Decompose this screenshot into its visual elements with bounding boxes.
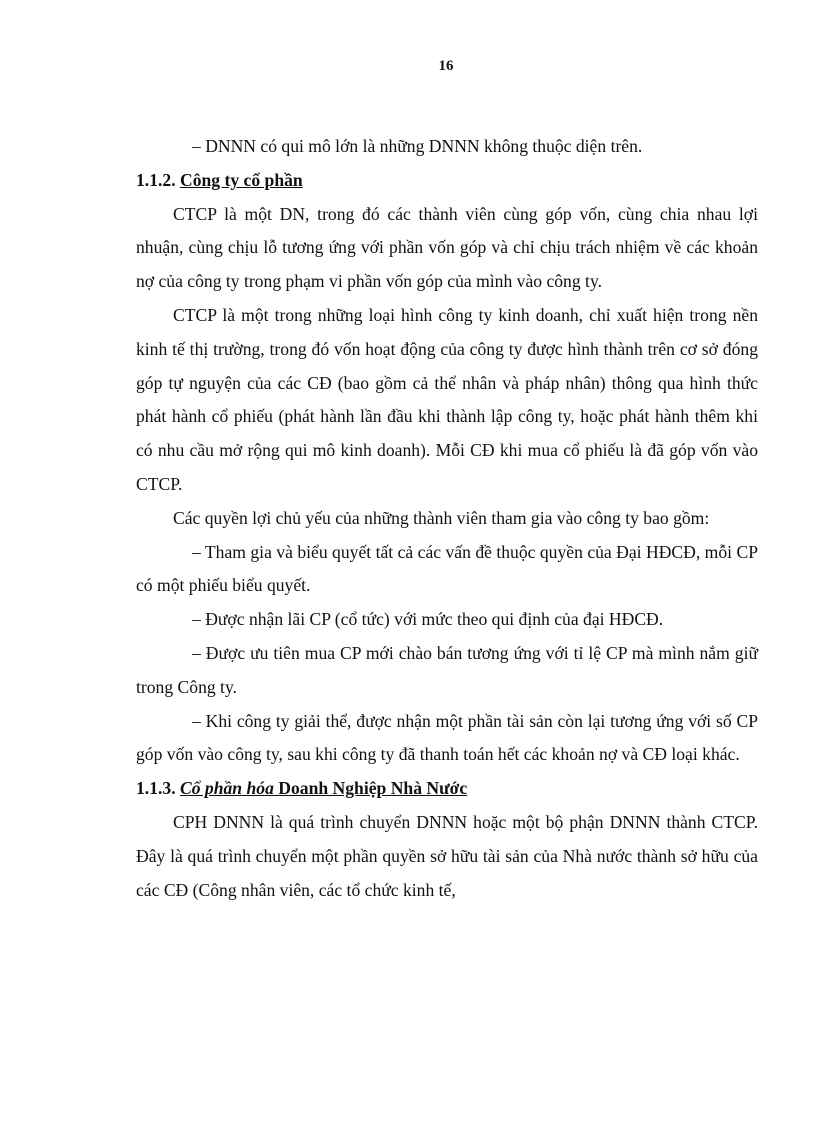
section-number: 1.1.3. xyxy=(136,778,176,799)
section-title-italic: Cổ phần hóa xyxy=(180,778,274,799)
dash-item-large-dnnn: – DNNN có qui mô lớn là những DNNN không thuộc diện trên. xyxy=(192,136,643,156)
section-heading-1-1-3 xyxy=(136,772,758,806)
section-number: 1.1.2. xyxy=(136,169,176,190)
page-number: 16 xyxy=(438,58,454,74)
rights-list-item: – Được ưu tiên mua CP mới chào bán tương ứng với tỉ lệ CP mà mình nắm giữ trong Công ty. xyxy=(136,642,758,697)
rights-list-item: – Được nhận lãi CP (cổ tức) với mức theo qui định của đại HĐCĐ. xyxy=(192,609,664,630)
section-heading-1-1-2 xyxy=(136,164,758,198)
paragraph-ctcp-definition: CTCP là một DN, trong đó các thành viên cùng góp vốn, cùng chia nhau lợi nhuận, cùng chịu lỗ tương ứng với phần vốn góp và chỉ chịu trách nhiệm về các khoản nợ của công ty trong phạm vi phần vốn góp của mình vào công ty. xyxy=(136,203,758,292)
paragraph-cph-definition: CPH DNNN là quá trình chuyển DNNN hoặc một bộ phận DNNN thành CTCP. Đây là quá trình chuyển một phần quyền sở hữu tài sản của Nhà nước thành sở hữu của các CĐ (Công nhân viên, các tổ chức kinh tế, xyxy=(136,811,758,900)
rights-list-item: – Khi công ty giải thể, được nhận một phần tài sản còn lại tương ứng với số CP góp vốn vào công ty, sau khi công ty đã thanh toán hết các khoản nợ và CĐ loại khác. xyxy=(136,710,758,765)
section-title-rest: Doanh Nghiệp Nhà Nước xyxy=(273,778,468,799)
section-title: Công ty cổ phần xyxy=(180,169,303,190)
page-body xyxy=(136,130,758,907)
paragraph-rights-intro: Các quyền lợi chủ yếu của những thành viên tham gia vào công ty bao gồm: xyxy=(173,507,710,528)
rights-list-item: – Tham gia và biểu quyết tất cả các vấn đề thuộc quyền của Đại HĐCĐ, mỗi CP có một phiếu biểu quyết. xyxy=(136,541,758,596)
paragraph-ctcp-description: CTCP là một trong những loại hình công ty kinh doanh, chỉ xuất hiện trong nền kinh tế thị trường, trong đó vốn hoạt động của công ty được hình thành trên cơ sở đóng góp tự nguyện của các CĐ (bao gồm cả thể nhân và pháp nhân) thông qua hình thức phát hành cổ phiếu (phát hành lần đầu khi thành lập công ty, hoặc phát hành thêm khi có nhu cầu mở rộng qui mô kinh doanh). Mỗi CĐ khi mua cổ phiếu là đã góp vốn vào CTCP. xyxy=(136,304,758,494)
